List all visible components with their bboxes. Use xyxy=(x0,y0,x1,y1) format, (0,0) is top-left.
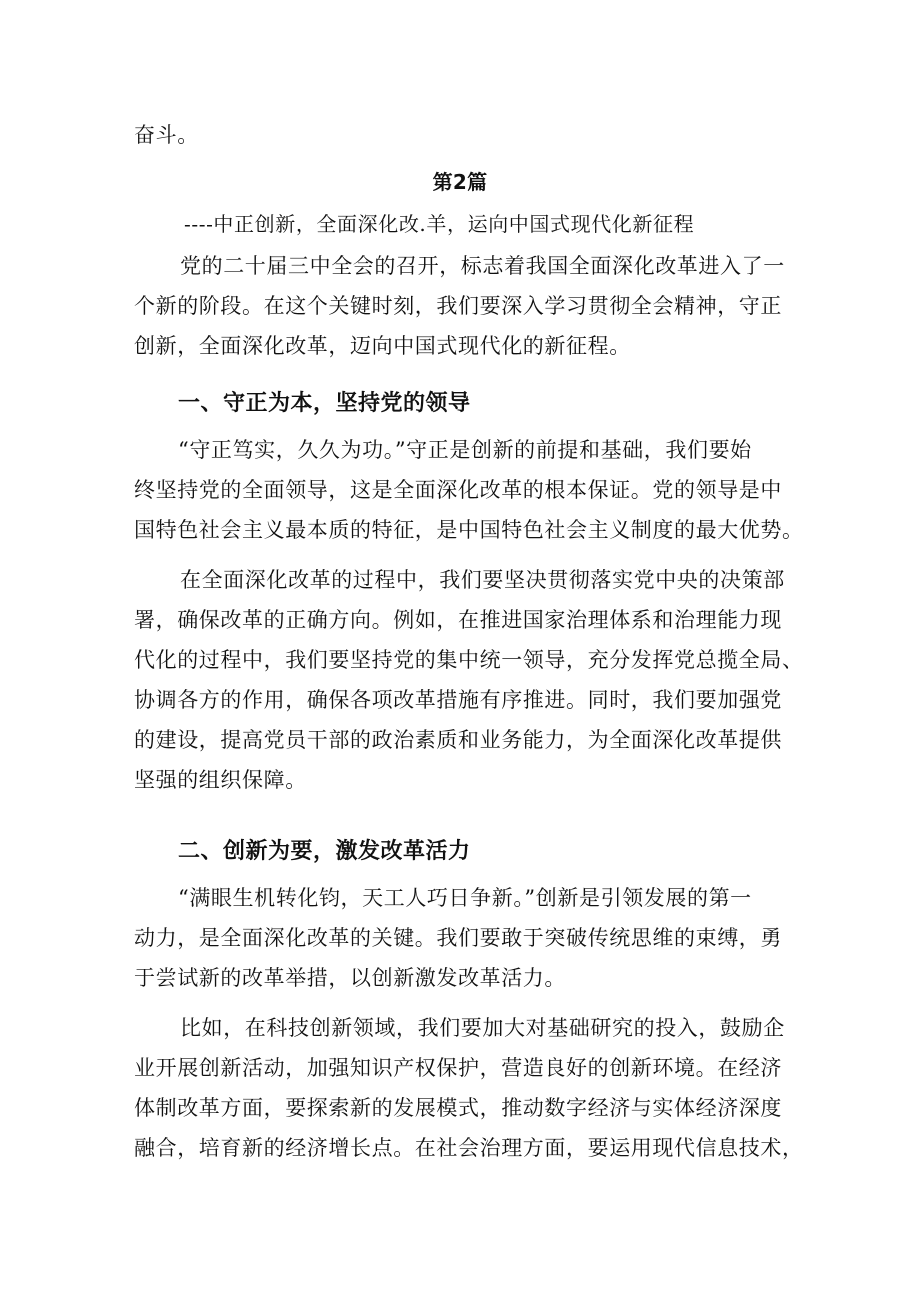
text-line: 署，确保改革的正确方向。例如，在推进国家治理体系和治理能力现 xyxy=(134,608,782,632)
text-line: “满眼生机转化钧，天工人巧日争新。”创新是引领发展的第一 xyxy=(178,886,752,910)
text-line: 协调各方的作用，确保各项改革措施有序推进。同时，我们要加强党 xyxy=(134,688,782,712)
text-line: 党的二十届三中全会的召开，标志着我国全面深化改革进入了一 xyxy=(180,254,785,278)
heading-text: 二、创新为要，激发改革活力 xyxy=(178,839,471,864)
text-line: 比如，在科技创新领域，我们要加大对基础研究的投入，鼓励企 xyxy=(180,1016,785,1040)
text-line: 代化的过程中，我们要坚持党的集中统一领导，充分发挥党总揽全局、 xyxy=(134,648,804,672)
text-line: 业开展创新活动，加强知识产权保护，营造良好的创新环境。在经济 xyxy=(134,1056,782,1080)
subtitle xyxy=(184,204,694,244)
text-line: 终坚持党的全面领导，这是全面深化改革的根本保证。党的领导是中 xyxy=(134,478,782,502)
text-line: 融合，培育新的经济增长点。在社会治理方面，要运用现代信息技术， xyxy=(134,1136,804,1160)
text-line: 坚强的组织保障。 xyxy=(134,768,307,792)
text-line: 于尝试新的改革举措，以创新激发改革活力。 xyxy=(134,966,566,990)
heading-text: 一、守正为本，坚持党的领导 xyxy=(178,391,471,416)
paragraph-continuation xyxy=(134,115,199,155)
text-line: 国特色社会主义最本质的特征，是中国特色社会主义制度的最大优势。 xyxy=(134,518,804,542)
paragraph-intro xyxy=(134,246,785,366)
paragraph-3 xyxy=(134,560,804,800)
text-line: 奋斗。 xyxy=(134,123,199,147)
text-line: 动力，是全面深化改革的关键。我们要敢于突破传统思维的束缚，勇 xyxy=(134,926,782,950)
text-line: 个新的阶段。在这个关键时刻，我们要深入学习贯彻全会精神，守正 xyxy=(134,294,782,318)
text-line: “守正笃实，久久为功。”守正是创新的前提和基础，我们要始 xyxy=(178,438,752,462)
section-heading-2 xyxy=(178,832,471,872)
text-line: 体制改革方面，要探索新的发展模式，推动数字经济与实体经济深度 xyxy=(134,1096,782,1120)
paragraph-5 xyxy=(134,1008,804,1168)
section-heading-1 xyxy=(178,384,471,424)
text-line: 在全面深化改革的过程中，我们要坚决贯彻落实党中央的决策部 xyxy=(180,568,785,592)
text-line: 的建设，提高党员干部的政治素质和业务能力，为全面深化改革提供 xyxy=(134,728,782,752)
section-label xyxy=(0,162,920,202)
section-label-text: 第2篇 xyxy=(432,170,488,194)
paragraph-4 xyxy=(134,878,782,998)
paragraph-2 xyxy=(134,430,804,550)
subtitle-text: ----中正创新，全面深化改.羊，运向中国式现代化新征程 xyxy=(184,212,695,236)
text-line: 创新，全面深化改革，迈向中国式现代化的新征程。 xyxy=(134,334,631,358)
